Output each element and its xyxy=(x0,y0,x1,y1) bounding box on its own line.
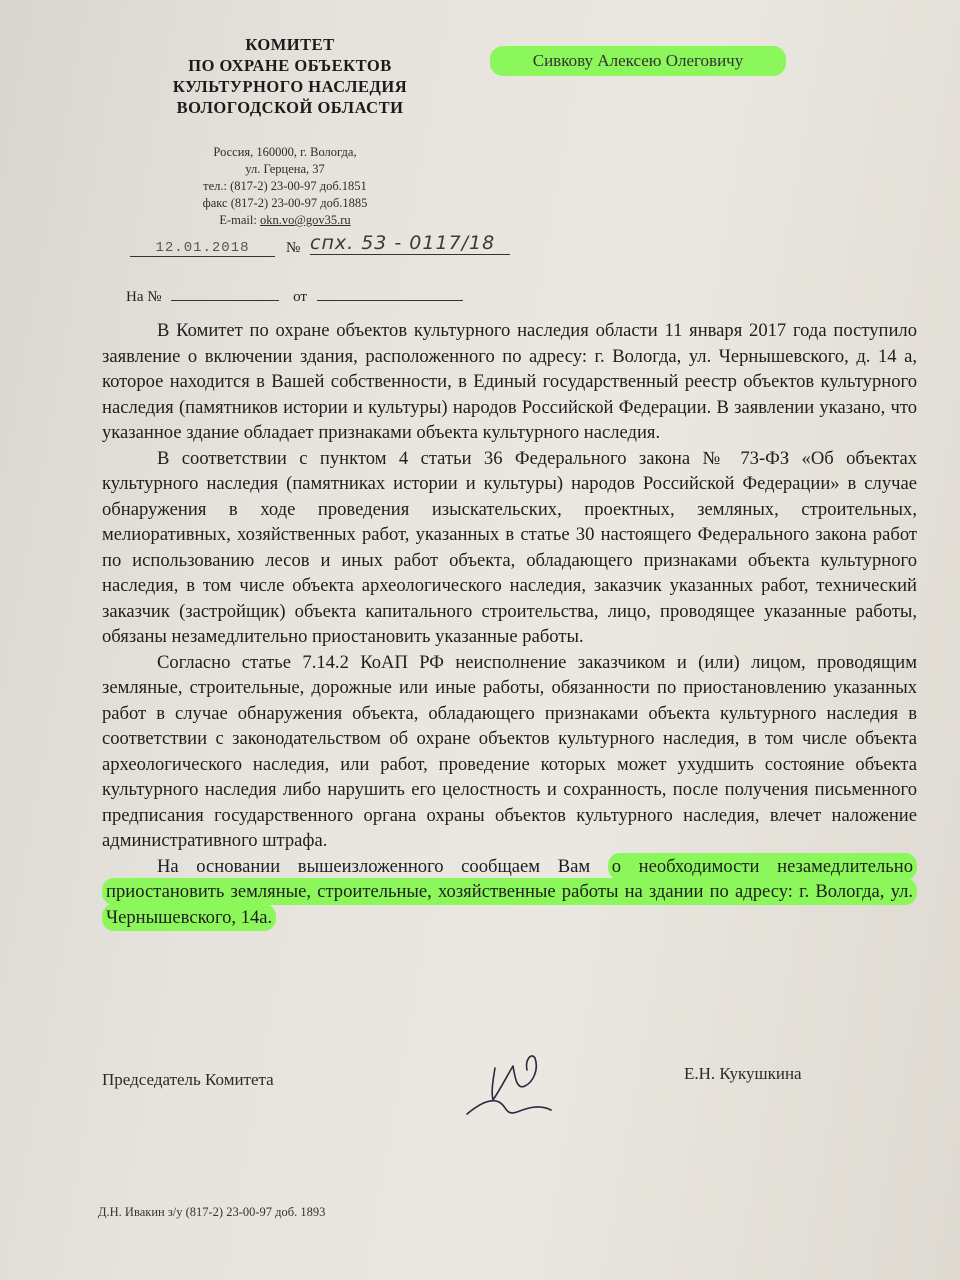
fax-line: факс (817-2) 23-00-97 доб.1885 xyxy=(202,196,368,210)
signer-name: Е.Н. Кукушкина xyxy=(684,1064,802,1083)
executor-footer: Д.Н. Ивакин з/у (817-2) 23-00-97 доб. 1893 xyxy=(98,1205,326,1219)
letter-body xyxy=(102,318,917,930)
registration-number-label: № xyxy=(286,240,301,256)
address-line: ул. Герцена, 37 xyxy=(245,162,325,176)
registration-date: 12.01.2018 xyxy=(130,240,275,257)
signer-title: Председатель Комитета xyxy=(102,1070,274,1089)
org-contacts xyxy=(160,144,410,229)
highlighted-demand: о необходимости незамедлительно приостановить земляные, строительные, хозяйственные работы на здании по адресу: г. Вологда, ул. Чернышевского, 14а. xyxy=(102,853,917,931)
reply-reference-row xyxy=(126,286,463,306)
email-line xyxy=(160,212,410,229)
address-line: Россия, 160000, г. Вологда, xyxy=(213,145,357,159)
org-header xyxy=(140,34,440,118)
from-label: от xyxy=(293,289,307,305)
reply-to-number-blank xyxy=(171,286,279,301)
email-label: E-mail: xyxy=(219,213,260,227)
paragraph-4 xyxy=(102,854,917,931)
handwritten-signature xyxy=(455,1040,565,1130)
org-name-line: КОМИТЕТ xyxy=(245,35,335,54)
paragraph-1: В Комитет по охране объектов культурного наследия области 11 января 2017 года поступило заявление о включении здания, расположенного по адресу: г. Вологда, ул. Чернышевского, д. 14 а, которое находится в Вашей собственности, в Единый государственный реестр объектов культурного наследия (памятников истории и культуры) народов Российской Федерации. В заявлении указано, что указанное здание обладает признаками объекта культурного наследия. xyxy=(102,320,917,443)
reply-to-label: На № xyxy=(126,289,162,305)
registration-number: спх. 53 - 0117/18 xyxy=(310,232,510,255)
phone-line: тел.: (817-2) 23-00-97 доб.1851 xyxy=(203,179,367,193)
org-name-line: ВОЛОГОДСКОЙ ОБЛАСТИ xyxy=(176,98,404,117)
paragraph-2: В соответствии с пунктом 4 статьи 36 Федерального закона № 73-ФЗ «Об объектах культурного наследия (памятниках истории и культуры) народов Российской Федерации» в случае обнаружения в ходе проведения изыскательских, проектных, земляных, строительных, мелиоративных, хозяйственных работ, указанных в статье 30 настоящего Федерального закона работ по использованию лесов и иных работ объекта, обладающего признаками объекта культурного наследия, в том числе объекта археологического наследия, заказчик указанных работ, технический заказчик (застройщик) объекта капитального строительства, лицо, проводящее указанные работы, обязаны незамедлительно приостановить указанные работы. xyxy=(102,447,917,647)
org-name-line: КУЛЬТУРНОГО НАСЛЕДИЯ xyxy=(172,77,408,96)
paragraph-3: Согласно статье 7.14.2 КоАП РФ неисполнение заказчиком и (или) лицом, проводящим земляные, строительные, дорожные или иные работы, обязанности по приостановлению указанных работ в случае обнаружения объекта, обладающего признаками объекта культурного наследия в соответствии с законодательством об охране объектов культурного наследия, в том числе объекта археологического наследия, или работ, проведение которых может ухудшить состояние объекта культурного наследия либо нарушить его целостность и сохранность, после получения письменного предписания государственного органа охраны объектов культурного наследия, влечет наложение административного штрафа. xyxy=(102,651,917,851)
org-name-line: ПО ОХРАНЕ ОБЪЕКТОВ xyxy=(188,56,392,75)
addressee-highlighted: Сивкову Алексею Олеговичу xyxy=(490,46,786,76)
email-value: okn.vo@gov35.ru xyxy=(259,213,351,227)
paragraph-4-start: На основании вышеизложенного сообщаем Вам xyxy=(157,855,608,877)
from-date-blank xyxy=(317,286,463,301)
